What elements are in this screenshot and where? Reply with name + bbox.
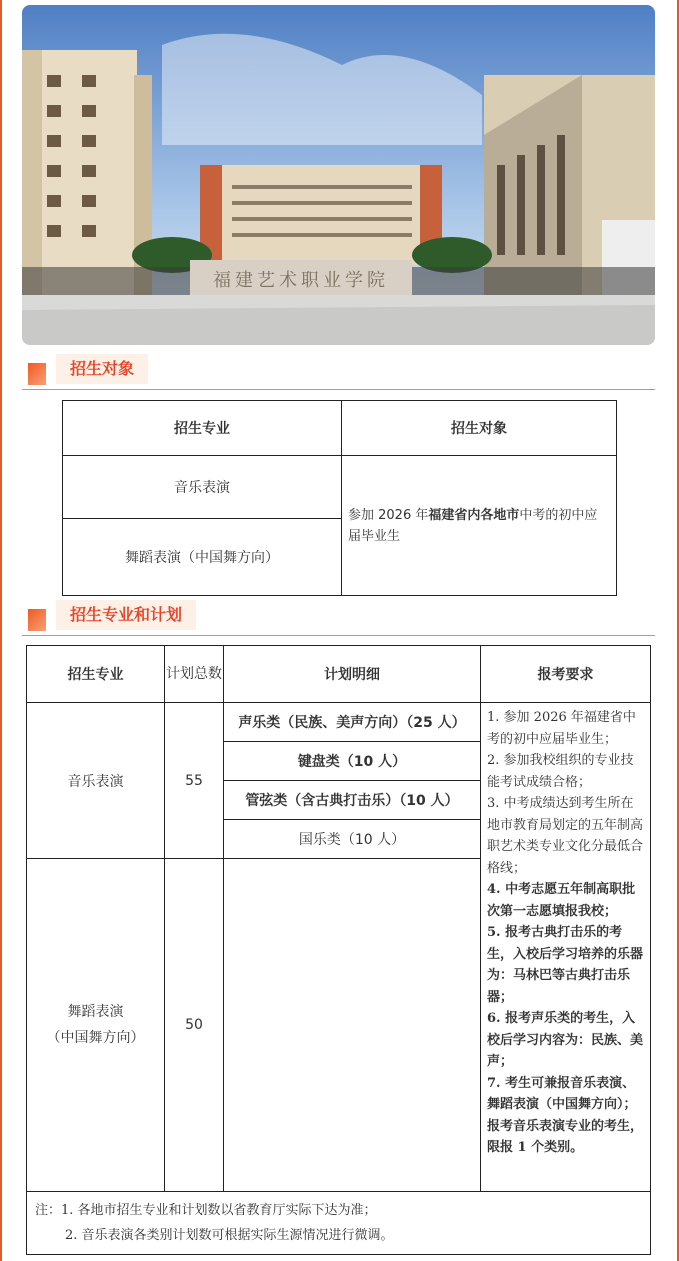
- section-title: 招生对象: [56, 354, 148, 384]
- total-dance: 50: [165, 859, 224, 1192]
- major-cell: 音乐表演: [63, 456, 342, 519]
- plan-item: 键盘类（10 人）: [224, 742, 481, 781]
- left-border: [0, 0, 2, 1261]
- total-music: 55: [165, 703, 224, 859]
- note-item: 注：1. 各地市招生专业和计划数以省教育厅实际下达为准；: [35, 1203, 377, 1218]
- plan-item: 管弦类（含古典打击乐）（10 人）: [224, 781, 481, 820]
- section-divider: [22, 389, 655, 390]
- section-marker-icon: [28, 609, 46, 631]
- header-requirements: 报考要求: [481, 646, 651, 703]
- plan-item: 国乐类（10 人）: [224, 820, 481, 859]
- requirement-item: 5. 报考古典打击乐的考生，入校后学习培养的乐器为：马林巴等古典打击乐器；: [487, 925, 644, 1005]
- plan-item: 声乐类（民族、美声方向）（25 人）: [224, 703, 481, 742]
- sign-text: 福建艺术职业学院: [213, 270, 389, 291]
- target-text: 中考的初中应届毕业生: [348, 507, 598, 544]
- requirement-item: 1. 参加 2026 年福建省中考的初中应届毕业生；: [487, 710, 636, 747]
- header-major: 招生专业: [27, 646, 165, 703]
- major-music: 音乐表演: [27, 703, 165, 859]
- section-header-majors-plan: [22, 600, 655, 636]
- target-region: 福建省内各地市: [428, 507, 520, 523]
- header-major: 招生专业: [63, 401, 342, 456]
- requirement-item: 4. 中考志愿五年制高职批次第一志愿填报我校；: [487, 882, 636, 919]
- major-dance-direction: （中国舞方向）: [46, 1030, 145, 1046]
- campus-photo: [22, 5, 655, 345]
- major-dance-name: 舞蹈表演: [67, 1004, 124, 1020]
- requirements-cell: [481, 703, 651, 1192]
- notes-cell: [27, 1192, 651, 1255]
- admission-target-table: [62, 400, 617, 596]
- header-target: 招生对象: [342, 401, 617, 456]
- major-dance: [27, 859, 165, 1192]
- plan-empty: [224, 859, 481, 1192]
- header-detail: 计划明细: [224, 646, 481, 703]
- requirement-item: 3. 中考成绩达到考生所在地市教育局划定的五年制高职艺术类专业文化分最低合格线；: [487, 796, 644, 876]
- requirement-item: 7. 考生可兼报音乐表演、舞蹈表演（中国舞方向）；报考音乐表演专业的考生，限报 1 个类别。: [487, 1075, 644, 1155]
- major-cell: 舞蹈表演（中国舞方向）: [63, 519, 342, 596]
- requirement-item: 6. 报考声乐类的考生，入校后学习内容为：民族、美声；: [487, 1011, 644, 1069]
- section-divider: [22, 635, 655, 636]
- requirement-item: 2. 参加我校组织的专业技能考试成绩合格；: [487, 753, 634, 790]
- section-marker-icon: [28, 363, 46, 385]
- target-cell: [342, 456, 617, 596]
- note-item: 2. 音乐表演各类别计划数可根据实际生源情况进行微调。: [65, 1228, 394, 1243]
- target-text: 参加 2026 年: [348, 507, 429, 523]
- section-title: 招生专业和计划: [56, 600, 196, 630]
- header-total: 计划总数: [165, 646, 224, 703]
- section-header-admission-target: [22, 354, 655, 390]
- majors-plan-table: [26, 645, 651, 1255]
